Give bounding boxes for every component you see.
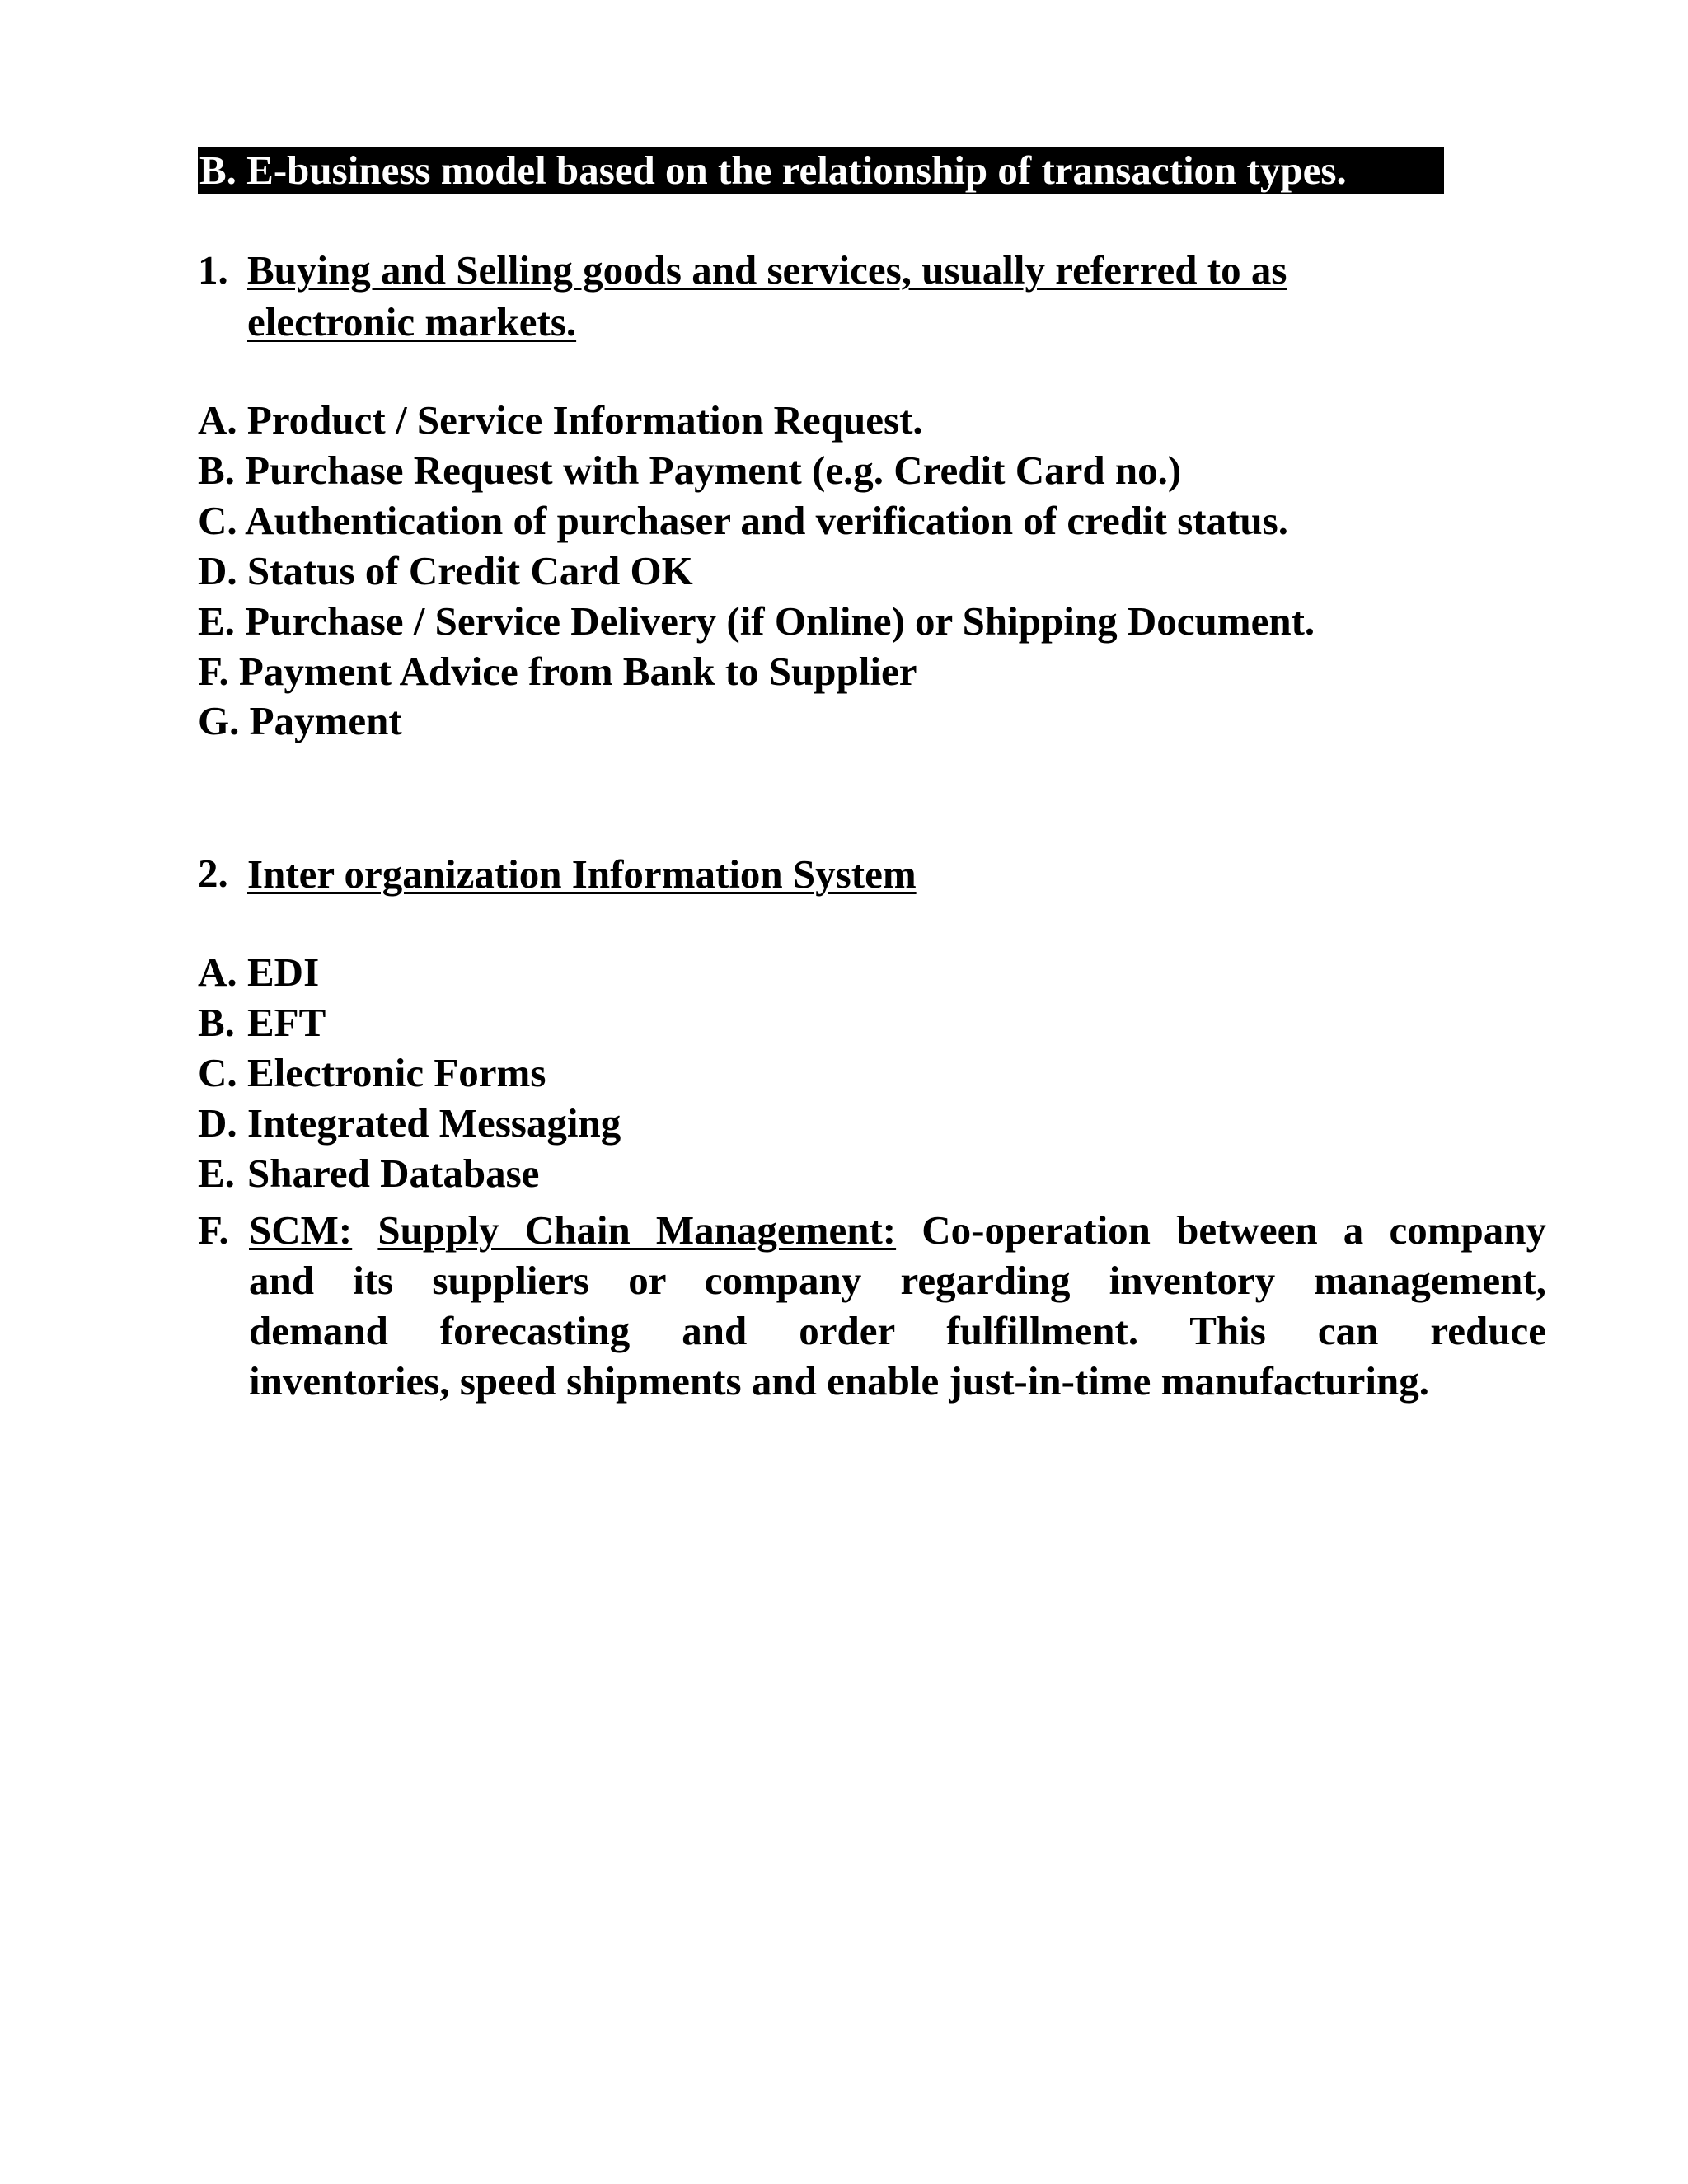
- section-2-item: [198, 1099, 621, 1148]
- item-text: Integrated Messaging: [247, 1100, 621, 1146]
- section-1-title-line-1: [247, 245, 1287, 296]
- item-letter: A.: [198, 949, 237, 995]
- scm-text-1: Co-operation between a company: [921, 1207, 1547, 1253]
- section-1-item: D. Status of Credit Card OK: [198, 548, 693, 593]
- section-2-title: [247, 849, 917, 900]
- section-2-item: [198, 998, 326, 1047]
- item-text: Shared Database: [247, 1151, 540, 1196]
- section-1-title-text-2: electronic markets.: [247, 299, 577, 344]
- scm-item: [198, 1205, 1546, 1406]
- item-letter: C.: [198, 1050, 237, 1095]
- scm-line-4: inventories, speed shipments and enable just-in-time manufacturing.: [249, 1358, 1429, 1404]
- section-1-item: F. Payment Advice from Bank to Supplier: [198, 649, 917, 694]
- item-text: Electronic Forms: [247, 1050, 546, 1095]
- scm-line-1: [249, 1205, 1546, 1255]
- section-1-item: E. Purchase / Service Delivery (if Online) or Shipping Document.: [198, 598, 1315, 644]
- item-letter: D.: [198, 1100, 237, 1146]
- scm-term: Supply Chain Management:: [377, 1207, 897, 1253]
- page-heading: B. E-business model based on the relationship of transaction types.: [198, 147, 1444, 194]
- section-2-item: [198, 1149, 539, 1198]
- section-1-item: B. Purchase Request with Payment (e.g. Credit Card no.): [198, 448, 1182, 493]
- section-1-item: G. Payment: [198, 698, 402, 743]
- item-letter: F.: [198, 1207, 229, 1253]
- section-2-number: 2.: [198, 851, 228, 896]
- section-2-title-text: Inter organization Information System: [247, 851, 917, 897]
- section-1-title-line-2: [247, 297, 576, 348]
- scm-body: [249, 1205, 1546, 1406]
- scm-line-3: demand forecasting and order fulfillment. This can reduce: [249, 1308, 1546, 1353]
- section-2-item: [198, 1048, 546, 1098]
- item-letter: E.: [198, 1151, 235, 1196]
- section-2-item: [198, 948, 319, 997]
- item-letter: B.: [198, 1000, 235, 1045]
- section-1-item: C. Authentication of purchaser and verification of credit status.: [198, 498, 1288, 543]
- item-text: EDI: [247, 949, 320, 995]
- scm-abbr: SCM:: [249, 1207, 353, 1253]
- scm-line-2: and its suppliers or company regarding inventory management,: [249, 1258, 1546, 1303]
- item-text: EFT: [247, 1000, 326, 1045]
- section-1-number: 1.: [198, 247, 228, 293]
- section-1-title-text-1: Buying and Selling goods and services, usually referred to as: [247, 247, 1287, 293]
- section-1-item: A. Product / Service Information Request.: [198, 397, 923, 443]
